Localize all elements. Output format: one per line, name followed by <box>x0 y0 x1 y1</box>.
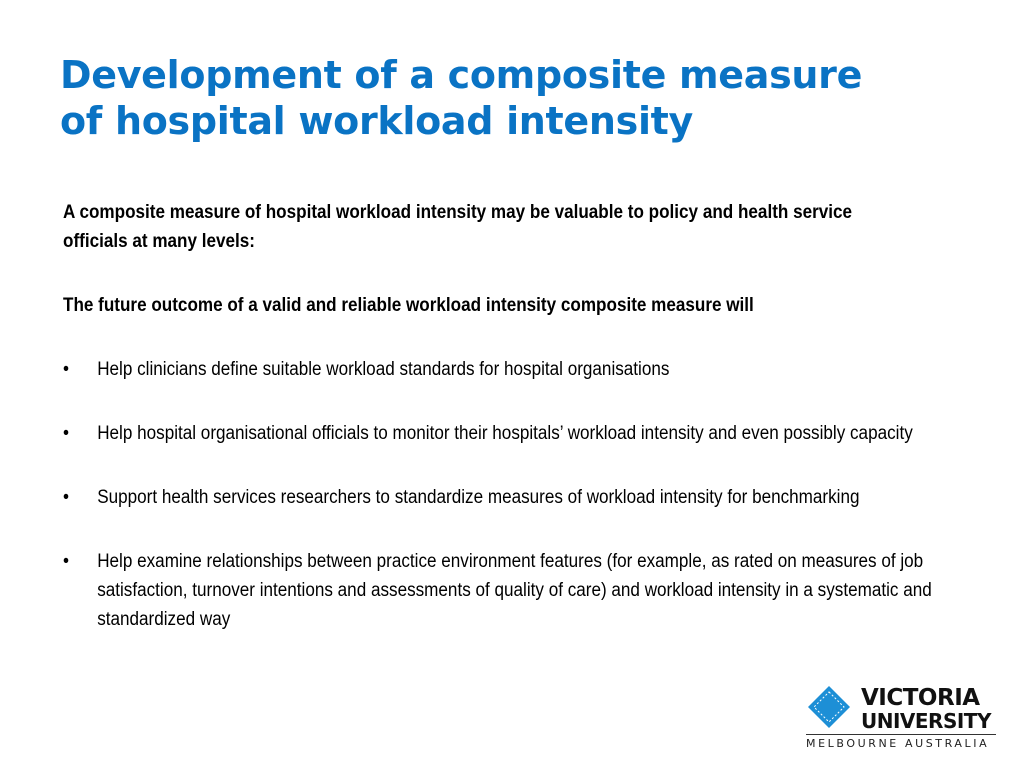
logo-divider <box>806 734 996 735</box>
slide-title-line-2: of hospital workload intensity <box>60 99 694 143</box>
bullet-icon: • <box>63 359 69 380</box>
logo-wordmark-line-2: UNIVERSITY <box>861 709 991 733</box>
logo-wordmark-line-1: VICTORIA <box>861 685 980 711</box>
victoria-university-diamond-icon <box>808 686 850 728</box>
bullet-text: Support health services researchers to standardize measures of workload intensity for benchmarking <box>97 487 860 508</box>
bullet-text: Help examine relationships between practice environment features (for example, as rated on measures of job satisfaction, turnover intentions and assessments of quality of care) and workload intensity in a systematic and standardized way <box>97 551 932 630</box>
bullet-icon: • <box>63 423 69 444</box>
slide-title-line-1: Development of a composite measure <box>60 53 863 97</box>
bullet-item <box>63 483 934 512</box>
bullet-item <box>63 355 934 384</box>
slide-body <box>63 198 932 634</box>
victoria-university-logo <box>804 684 1000 754</box>
bullet-list <box>63 355 932 634</box>
bullet-item <box>63 419 934 448</box>
bullet-item <box>63 547 934 634</box>
lead-paragraph: The future outcome of a valid and reliable workload intensity composite measure will <box>63 295 754 316</box>
bullet-icon: • <box>63 551 69 572</box>
bullet-text: Help clinicians define suitable workload standards for hospital organisations <box>97 359 670 380</box>
bullet-icon: • <box>63 487 69 508</box>
bullet-text: Help hospital organisational officials to monitor their hospitals’ workload intensity and even possibly capacity <box>97 423 913 444</box>
intro-paragraph: A composite measure of hospital workload intensity may be valuable to policy and health service officials at many levels: <box>63 202 853 252</box>
slide-title <box>60 52 1010 144</box>
logo-tagline: MELBOURNE AUSTRALIA <box>806 737 990 750</box>
